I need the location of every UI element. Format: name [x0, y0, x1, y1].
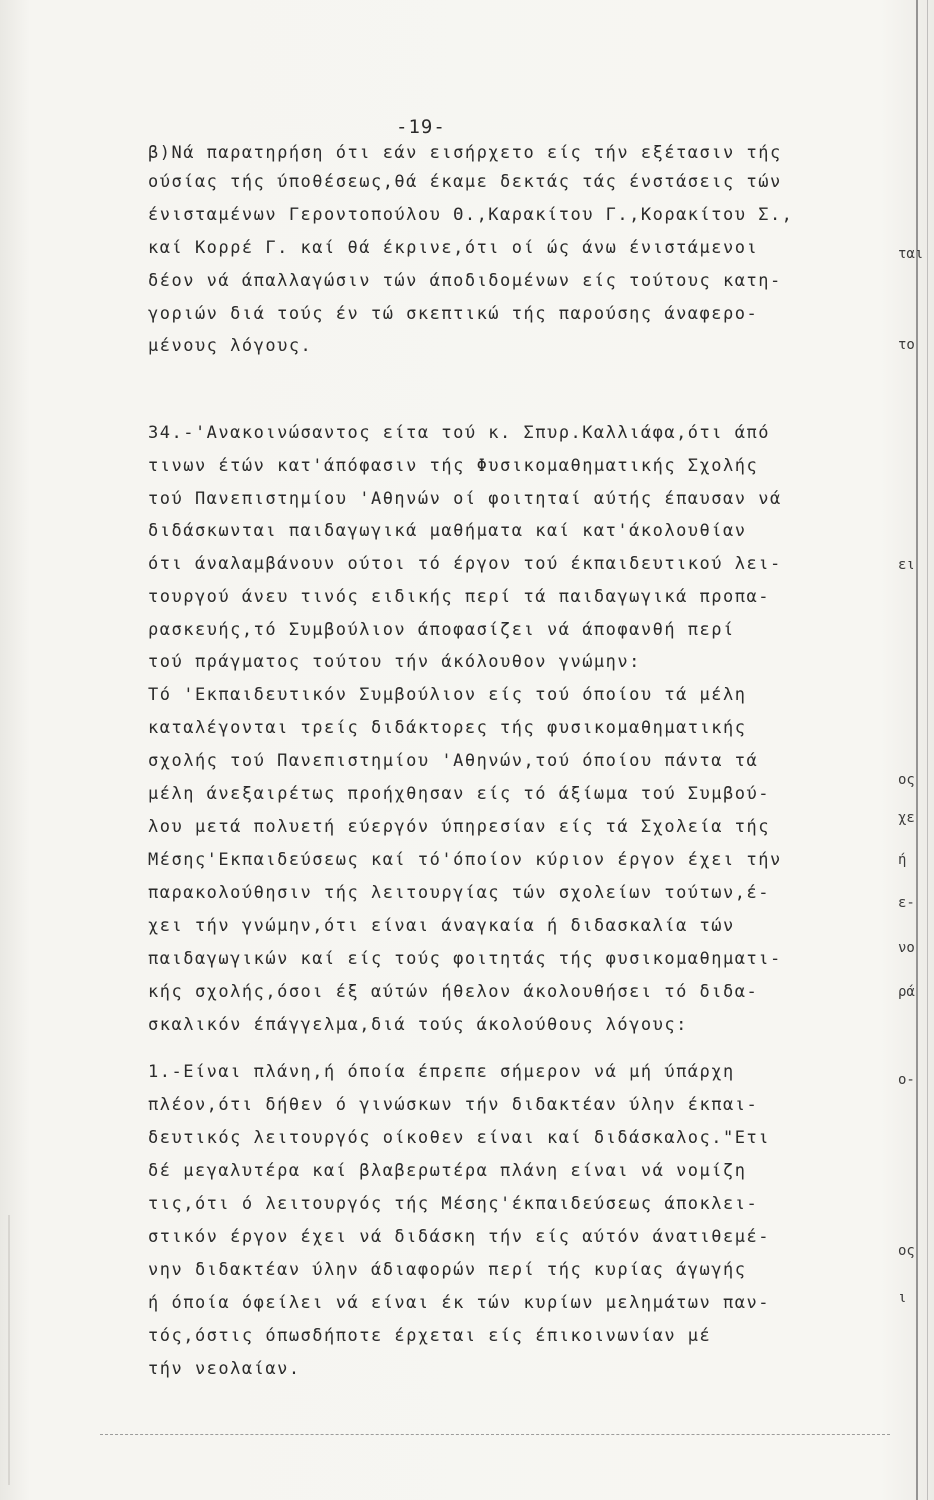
- page-edge-line: [916, 0, 918, 1500]
- text-line: μέλη άνεξαιρέτως προήχθησαν είς τό άξίωμα τού Συμβού-: [148, 784, 770, 804]
- margin-fragment: ος: [898, 1243, 915, 1259]
- page-number: -19-: [396, 116, 446, 138]
- text-line: δέ μεγαλυτέρα καί βλαβερωτέρα πλάνη είναι νά νομίζη: [148, 1161, 747, 1181]
- text-line: λου μετά πολυετή εύεργόν ύπηρεσίαν είς τά Σχολεία τής: [148, 817, 770, 837]
- text-line: σκαλικόν έπάγγελμα,διά τούς άκολούθους λόγους:: [148, 1015, 688, 1035]
- text-line: ρασκευής,τό Συμβούλιον άποφασίζει νά άποφανθή περί: [148, 620, 735, 640]
- margin-fragment: ρά: [898, 984, 915, 1000]
- bottom-dashed-rule: [100, 1434, 890, 1435]
- margin-fragment: ει: [898, 557, 915, 573]
- text-line: ή όποία όφείλει νά είναι έκ τών κυρίων μελημάτων παν-: [148, 1293, 770, 1313]
- text-line: Τό 'Εκπαιδευτικόν Συμβούλιον είς τού όποίου τά μέλη: [148, 685, 747, 705]
- text-line: τουργού άνευ τινός ειδικής περί τά παιδαγωγικά προπα-: [148, 587, 770, 607]
- text-line: μένους λόγους.: [148, 336, 313, 356]
- text-line: χει τήν γνώμην,ότι είναι άναγκαία ή διδασκαλία τών: [148, 916, 735, 936]
- text-line: ούσίας τής ύποθέσεως,θά έκαμε δεκτάς τάς ένστάσεις τών: [148, 172, 782, 192]
- text-line: στικόν έργον έχει νά διδάσκη τήν είς αύτόν άνατιθεμέ-: [148, 1227, 770, 1247]
- text-line: διδάσκωνται παιδαγωγικά μαθήματα καί κατ'άκολουθίαν: [148, 521, 747, 541]
- text-line: πλέον,ότι δήθεν ό γινώσκων τήν διδακτέαν ύλην έκπαι-: [148, 1095, 759, 1115]
- text-line: κής σχολής,όσοι έξ αύτών ήθελον άκολουθήσει τό διδα-: [148, 982, 759, 1002]
- text-line: τήν νεολαίαν.: [148, 1359, 301, 1379]
- margin-fragment: νο: [898, 940, 915, 956]
- margin-fragment: χε: [898, 810, 915, 826]
- margin-fragment: ται: [898, 246, 924, 262]
- text-line: σχολής τού Πανεπιστημίου 'Αθηνών,τού όποίου πάντα τά: [148, 751, 759, 771]
- text-line: 1.-Είναι πλάνη,ή όποία έπρεπε σήμερον νά μή ύπάρχη: [148, 1062, 735, 1082]
- margin-fragment: ε-: [898, 895, 915, 911]
- margin-fragment: ι: [898, 1290, 907, 1306]
- text-line: δέον νά άπαλλαγώσιν τών άποδιδομένων είς τούτους κατη-: [148, 271, 782, 291]
- text-line: νην διδακτέαν ύλην άδιαφορών περί τής κυρίας άγωγής: [148, 1260, 747, 1280]
- text-line: τις,ότι ό λειτουργός τής Μέσης'έκπαιδεύσεως άποκλει-: [148, 1194, 759, 1214]
- text-line: παιδαγωγικών καί είς τούς φοιτητάς τής φυσικομαθηματι-: [148, 949, 782, 969]
- margin-fragment: ή: [898, 852, 907, 868]
- margin-fragment: ος: [898, 772, 915, 788]
- text-line: παρακολούθησιν τής λειτουργίας τών σχολείων τούτων,έ-: [148, 883, 770, 903]
- text-line: β)Νά παρατηρήση ότι εάν εισήρχετο είς τήν εξέτασιν τής: [148, 143, 782, 163]
- page-edge-line-secondary: [927, 0, 928, 1500]
- text-line: δευτικός λειτουργός οίκοθεν είναι καί διδάσκαλος."Ετι: [148, 1128, 770, 1148]
- text-line: τού πράγματος τούτου τήν άκόλουθον γνώμην:: [148, 652, 641, 672]
- text-line: γοριών διά τούς έν τώ σκεπτικώ τής παρούσης άναφερο-: [148, 304, 759, 324]
- text-line: Μέσης'Εκπαιδεύσεως καί τό'όποίον κύριον έργον έχει τήν: [148, 850, 782, 870]
- text-line: ότι άναλαμβάνουν ούτοι τό έργον τού έκπαιδευτικού λει-: [148, 554, 782, 574]
- text-line: καταλέγονται τρείς διδάκτορες τής φυσικομαθηματικής: [148, 718, 747, 738]
- binding-stamp-mark: [8, 1215, 24, 1485]
- margin-fragment: ο-: [898, 1072, 915, 1088]
- text-line: ένισταμένων Γεροντοπούλου Θ.,Καρακίτου Γ.,Κορακίτου Σ.,: [148, 205, 794, 225]
- text-line: τός,όστις όπωσδήποτε έρχεται είς έπικοινωνίαν μέ: [148, 1326, 712, 1346]
- text-line: καί Κορρέ Γ. καί θά έκρινε,ότι οί ώς άνω ένιστάμενοι: [148, 238, 759, 258]
- text-line: τινων έτών κατ'άπόφασιν τής Φυσικομαθηματικής Σχολής: [148, 456, 759, 476]
- text-line: τού Πανεπιστημίου 'Αθηνών οί φοιτηταί αύτής έπαυσαν νά: [148, 489, 782, 509]
- text-line: 34.-'Ανακοινώσαντος είτα τού κ. Σπυρ.Καλλιάφα,ότι άπό: [148, 423, 770, 443]
- margin-fragment: το: [898, 337, 915, 353]
